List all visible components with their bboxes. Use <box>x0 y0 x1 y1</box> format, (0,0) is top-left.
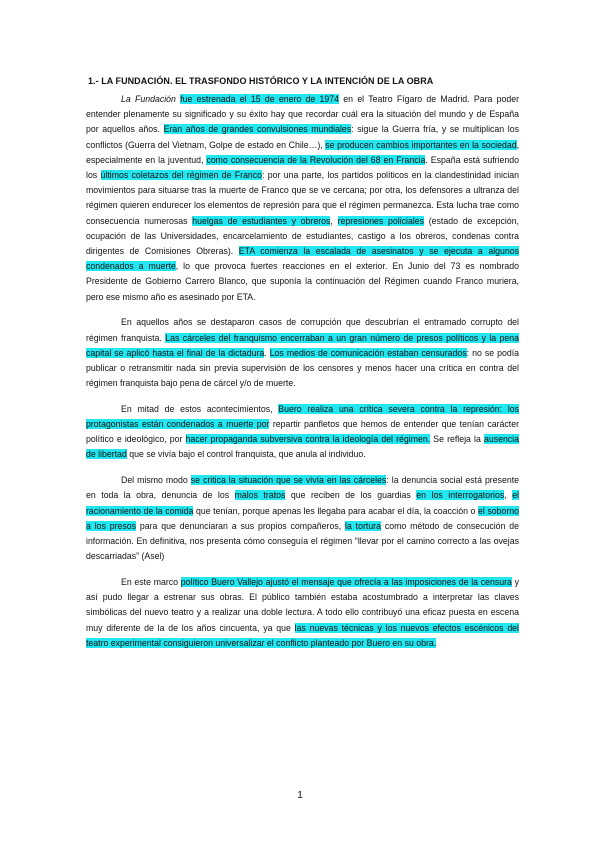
text-run: Del mismo modo <box>121 475 191 486</box>
highlighted-text: el racionamiento de la comida <box>86 490 519 516</box>
highlighted-text: represiones policiales <box>337 215 425 226</box>
italic-title: La Fundación <box>121 94 176 104</box>
text-run: , <box>330 215 338 226</box>
page-number: 1 <box>297 790 303 801</box>
text-run: Se refleja la <box>430 434 484 445</box>
section-heading: 1.- LA FUNDACIÓN. EL TRASFONDO HISTÓRICO Y LA INTENCIÓN DE LA OBRA <box>88 76 434 86</box>
text-run: : por una parte, los partidos políticos en la clandestinidad inician movimientos para situarse tras la muerte de Franco que se ve cercana; por otra, los defensores a ultranza del régimen quieren endurecer los elementos de represión para que el régimen permanezca. Esta lucha trae como consecuencia numerosas <box>86 170 519 226</box>
highlighted-text: fue estrenada el 15 de enero de 1974 <box>180 94 340 104</box>
text-run: . <box>264 347 270 358</box>
text-run: para que denunciaran a sus propios compañeros, <box>136 520 345 531</box>
highlighted-text: en los interrogatorios <box>416 490 505 501</box>
highlighted-text: se critica la situación que se vivía en las cárceles <box>190 475 387 486</box>
text-run: , <box>504 490 513 501</box>
highlighted-text: ausencia de libertad <box>86 434 519 460</box>
paragraph <box>86 315 519 391</box>
highlighted-text: Buero realiza una crítica severa contra la represión: los protagonistas están condenados a muerte por <box>86 403 520 430</box>
text-run: (estado de excepción, ocupación de las Universidades, encarcelamiento de estudiantes, castigo a los obreros, condenas contra dirigentes de Comisiones Obreras). <box>86 215 519 257</box>
highlighted-text: las nuevas técnicas y los nuevos efectos escénicos del teatro experimental consiguieron universalizar el conflicto planteado por Buero en su obra. <box>86 622 519 648</box>
paragraph <box>86 402 519 463</box>
highlighted-text: hacer propaganda subversiva contra la ideología del régimen. <box>185 434 431 445</box>
highlighted-text: como consecuencia de la Revolución del 68 en Francia <box>206 154 426 165</box>
text-run: y así pudo llegar a estrenar sus obras. El público también estaba acostumbrado a interpretar las claves simbólicas del nuevo teatro y a realizar una doble lectura. A todo ello contribuyó una eficaz puesta en escena muy diferente de la de los años cincuenta, ya que <box>86 576 519 633</box>
text-run: En este marco <box>121 576 181 587</box>
text-run: , lo que provoca fuertes reacciones en el exterior. En Junio del 73 es nombrado Presidente de Gobierno Carrero Blanco, que suponía la continuación del Régimen cuando Franco muriera, pero ese mismo año es asesinado por ETA. <box>86 261 519 302</box>
paragraph <box>86 92 519 305</box>
text-run: repartir panfletos que hemos de entender que tenían carácter político e ideológico, por <box>86 419 519 445</box>
highlighted-text: Las cárceles del franquismo encerraban a un gran número de presos políticos y la pena capital se aplicó hasta el final de la dictadura <box>86 332 519 358</box>
text-run: que se vivía bajo el control franquista, que anula al individuo. <box>126 449 366 460</box>
highlighted-text: se producen cambios importantes en la sociedad <box>325 139 517 150</box>
text-run: . España está sufriendo los <box>86 154 519 181</box>
text-run: en el Teatro Fígaro de Madrid. Para poder entender plenamente su significado y su éxito hay que recordar cuál era la situación del mundo y de España por aquellos años. <box>86 94 520 135</box>
highlighted-text: Eran años de grandes convulsiones mundiales <box>163 124 352 135</box>
body-text <box>86 92 519 661</box>
highlighted-text: el soborno a los presos <box>86 505 519 531</box>
text-run: , especialmente en la juventud, <box>86 139 519 165</box>
text-run: como método de consecución de información. En definitiva, nos presenta cómo conseguía el régimen “llevar por el camino correcto a las ovejas descarriadas” (Asel) <box>86 520 519 562</box>
highlighted-text: últimos coletazos del régimen de Franco <box>100 170 263 181</box>
highlighted-text: ETA comienza la escalada de asesinatos y se ejecuta a algunos condenados a muerte <box>86 246 519 272</box>
highlighted-text: político Buero Vallejo ajustó el mensaje que ofrecía a las imposiciones de la censura <box>180 576 512 587</box>
text-run: : la denuncia social está presente en toda la obra, denuncia de los <box>86 475 519 501</box>
text-run: que reciben de los guardias <box>285 490 417 501</box>
highlighted-text: la tortura <box>345 520 381 531</box>
highlighted-text: huelgas de estudiantes y obreros <box>192 215 331 226</box>
text-run: En mitad de estos acontecimientos, <box>121 403 279 414</box>
text-run: En aquellos años se destaparon casos de corrupción que descubrían el entramado corrupto del régimen franquista. <box>86 317 519 343</box>
highlighted-text: Los medios de comunicación estaban censurados <box>269 347 467 358</box>
text-run: que tenían, porque apenas les llegaba para acabar el día, la coacción o <box>193 505 478 516</box>
paragraph <box>86 575 519 651</box>
text-run: : no se podía publicar o retransmitir nada sin previa supervisión de los censores y menos hacer una crítica en contra del régimen franquista bajo pena de cárcel y/o de muerte. <box>86 347 519 389</box>
highlighted-text: malos tratos <box>234 490 286 501</box>
paragraph <box>86 473 519 564</box>
text-run: : sigue la Guerra fría, y se multiplican los conflictos (Guerra del Vietnam, Golpe de estado en Chile…), <box>86 124 519 150</box>
